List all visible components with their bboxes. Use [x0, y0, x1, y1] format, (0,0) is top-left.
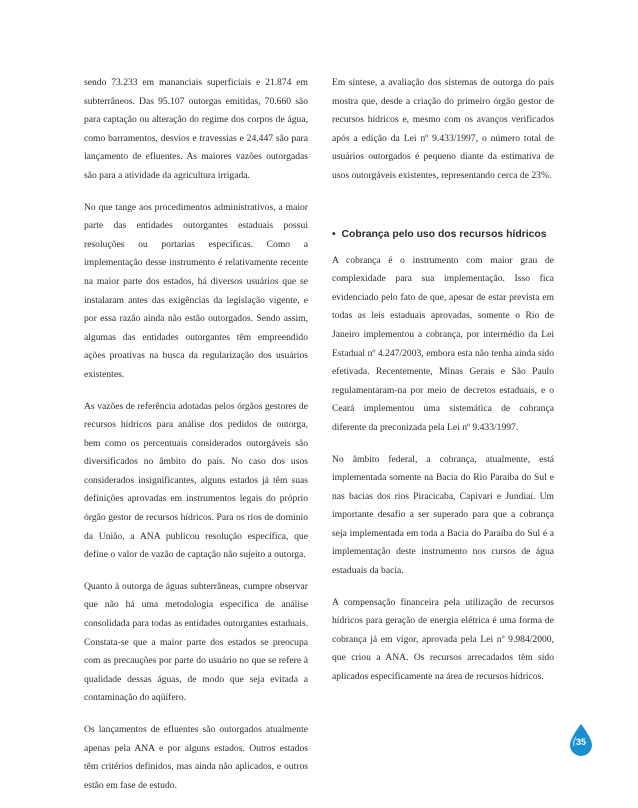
page-number-badge	[568, 723, 594, 757]
section-heading-text: Cobrança pelo uso dos recursos hídricos	[341, 228, 547, 240]
left-paragraph-3: As vazões de referência adotadas pelos órgãos gestores de recursos hídricos para análise dos pedidos de outorga, bem como os percentuais considerados outorgáveis são diversificados no âmbito do país. No caso dos usos considerados insignificantes, alguns estados já têm suas definições aprovadas em instrumentos legais do próprio órgão gestor de recursos hídricos. Para os rios de domínio da União, a ANA publicou resolução específica, que define o valor de vazão de captação não sujeito a outorga.	[84, 400, 308, 561]
left-paragraph-5: Os lançamentos de efluentes são outorgados atualmente apenas pela ANA e por alguns estados. Outros estados têm critérios definidos, mas ainda não aplicados, e outros estão em fase de estudo.	[84, 724, 308, 791]
left-paragraph-1: sendo 73.233 em mananciais superficiais e 21.874 em subterrâneos. Das 95.107 outorgas emitidas, 70.660 são para captação ou alteração do regime dos corpos de água, como barramentos, desvios e travessias e 24.447 são para lançamento de efluentes. As maiores vazões outorgadas são para a atividade da agricultura irrigada.	[84, 77, 308, 181]
left-paragraph-4: Quanto à outorga de águas subterrâneas, cumpre observar que não há uma metodologia específica de análise consolidada para todas as entidades outorgantes estaduais. Constata-se que a maior parte dos estados se preocupa com as precauções por parte do usuário no que se refere à qualidade dessas águas, de modo que seja evitada a contaminação do aqüífero.	[84, 580, 308, 704]
left-paragraph-2: No que tange aos procedimentos administrativos, a maior parte das entidades outorgantes estaduais possui resoluções ou portarias específicas. Como a implementação desse instrumento é relativamente recente na maior parte dos estados, há diversos usuários que se instalaram antes das exigências da legislação vigente, e por essa razão ainda não estão outorgados. Sendo assim, algumas das entidades outorgantes têm empreendido ações proativas na busca da regularização dos usuários existentes.	[84, 201, 308, 380]
right-paragraph-2: No âmbito federal, a cobrança, atualmente, está implementada somente na Bacia do Rio Paraíba do Sul e nas bacias dos rios Piracicaba, Capivari e Jundiaí. Um importante desafio a ser superado para que a cobrança seja implementada em toda a Bacia do Paraíba do Sul é a implementação deste instrumento nos cursos de água estaduais da bacia.	[332, 453, 554, 577]
left-column	[84, 74, 308, 808]
page-number: 35	[575, 737, 586, 747]
section-heading	[332, 226, 554, 244]
right-intro-paragraph: Em síntese, a avaliação dos sistemas de outorga do país mostra que, desde a criação do primeiro órgão gestor de recursos hídricos e, mesmo com os avanços verificados após a edição da Lei nº 9.433/1997, o número total de usuários outorgados é pequeno diante da estimativa de usos outorgáveis existentes, representando cerca de 23%.	[332, 77, 554, 181]
bullet-icon: •	[332, 228, 336, 240]
right-paragraph-1: A cobrança é o instrumento com maior grau de complexidade para sua implementação. Isso fica evidenciado pelo fato de que, apesar de estar prevista em todas as leis estaduais aprovadas, somente o Rio de Janeiro implementou a cobrança, por intermédio da Lei Estadual nº 4.247/2003, embora esta não tenha ainda sido efetivada. Recentemente, Minas Gerais e São Paulo regulamentaram-na por meio de decretos estaduais, e o Ceará implementou uma sistemática de cobrança diferente da preconizada pela Lei nº 9.433/1997.	[332, 254, 554, 433]
right-column	[332, 74, 554, 700]
right-paragraph-3: A compensação financeira pela utilização de recursos hídricos para geração de energia elétrica é uma forma de cobrança já em vigor, aprovada pela Lei nº 9.984/2000, que criou a ANA. Os recursos arrecadados têm sido aplicados especificamente na área de recursos hídricos.	[332, 596, 554, 683]
